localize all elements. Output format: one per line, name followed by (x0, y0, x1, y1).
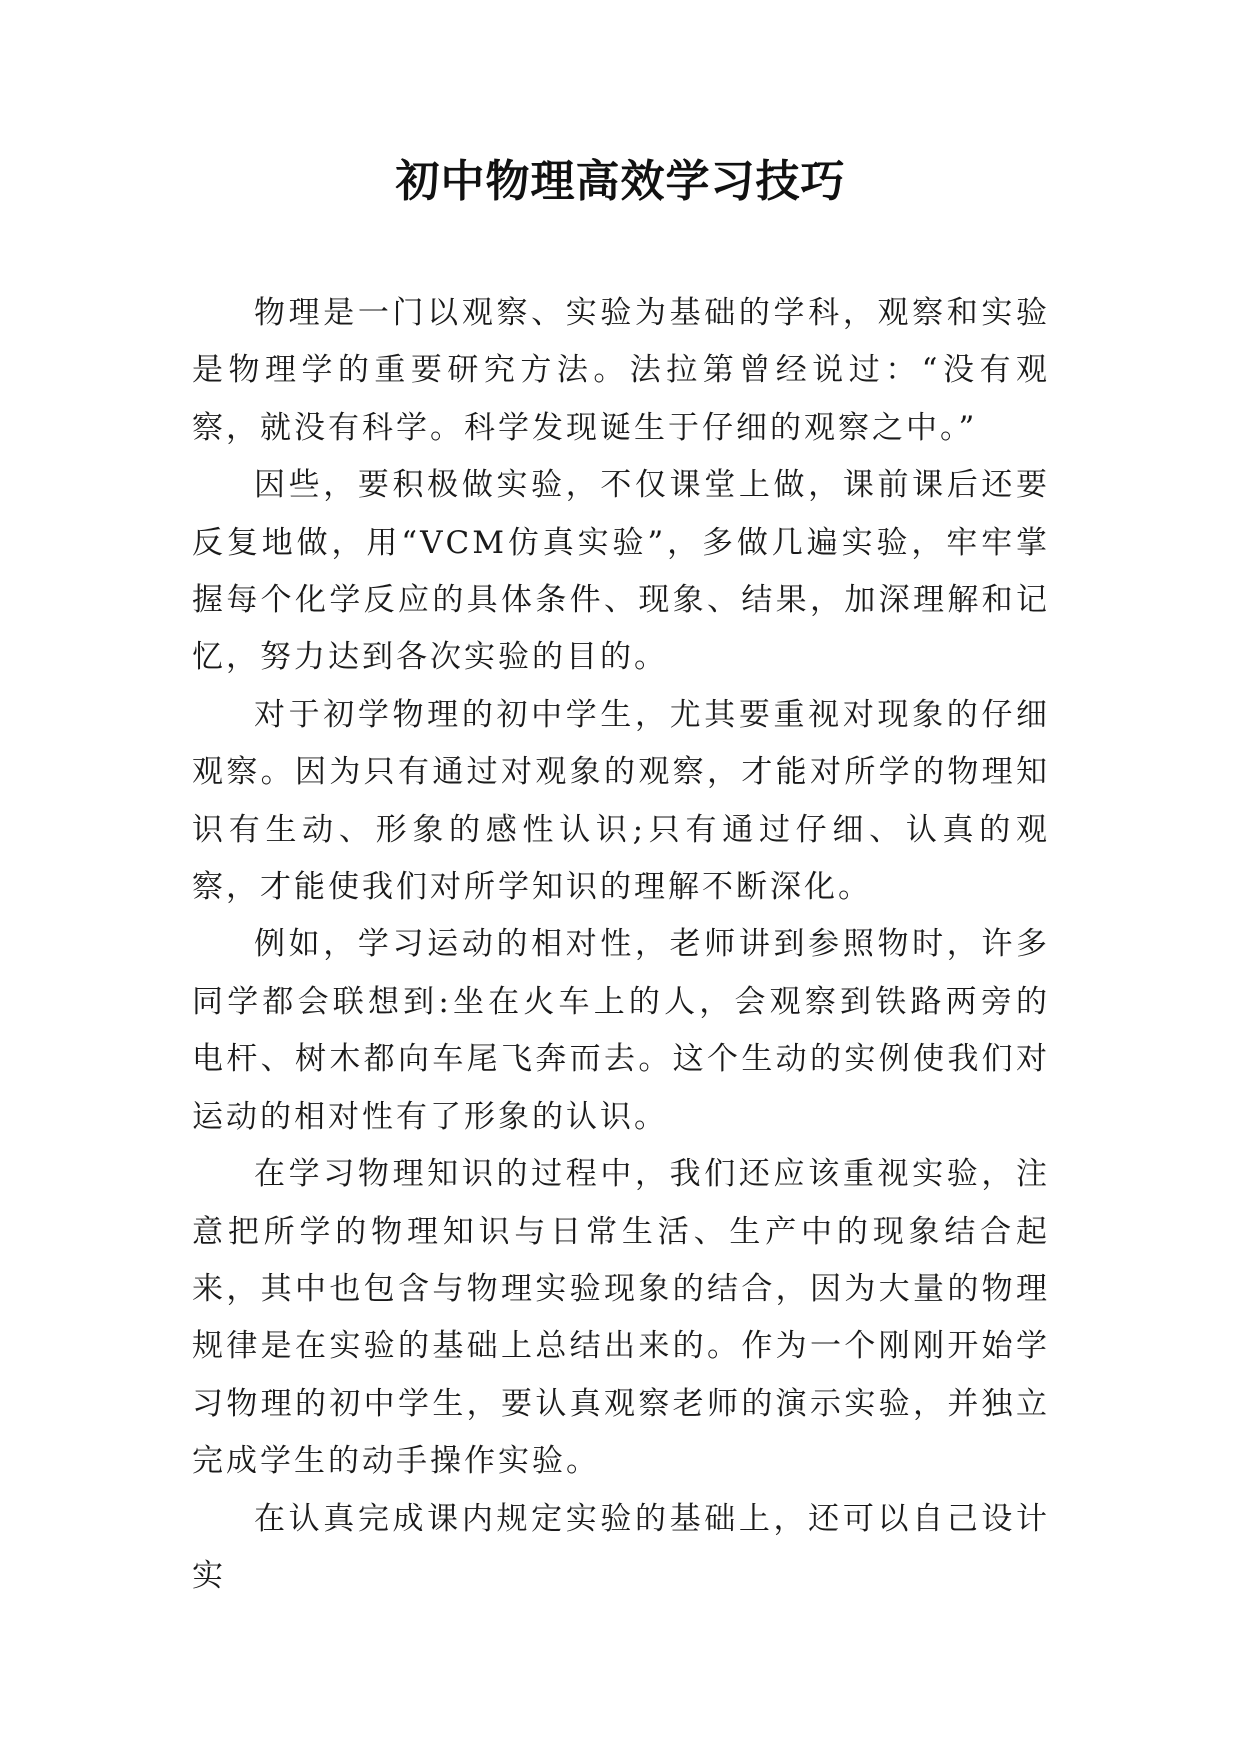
document-body (192, 285, 1050, 1605)
paragraph-2: 因些，要积极做实验，不仅课堂上做，课前课后还要反复地做，用“VCM仿真实验”，多做几遍实验，牢牢掌握每个化学反应的具体条件、现象、结果，加深理解和记忆，努力达到各次实验的目的。 (192, 467, 1050, 676)
paragraph-5: 在学习物理知识的过程中，我们还应该重视实验，注意把所学的物理知识与日常生活、生产中的现象结合起来，其中也包含与物理实验现象的结合，因为大量的物理规律是在实验的基础上总结出来的。作为一个刚刚开始学习物理的初中学生，要认真观察老师的演示实验，并独立完成学生的动手操作实验。 (192, 1156, 1050, 1480)
paragraph-1: 物理是一门以观察、实验为基础的学科，观察和实验是物理学的重要研究方法。法拉第曾经说过：“没有观察，就没有科学。科学发现诞生于仔细的观察之中。” (192, 295, 1050, 446)
paragraph-6: 在认真完成课内规定实验的基础上，还可以自己设计实 (192, 1500, 1050, 1594)
document-title: 初中物理高效学习技巧 (395, 156, 846, 207)
paragraph-4: 例如，学习运动的相对性，老师讲到参照物时，许多同学都会联想到:坐在火车上的人，会观察到铁路两旁的电杆、树木都向车尾飞奔而去。这个生动的实例使我们对运动的相对性有了形象的认识。 (192, 926, 1050, 1135)
paragraph-3: 对于初学物理的初中学生，尤其要重视对现象的仔细观察。因为只有通过对观象的观察，才能对所学的物理知识有生动、形象的感性认识;只有通过仔细、认真的观察，才能使我们对所学知识的理解不断深化。 (192, 696, 1050, 906)
